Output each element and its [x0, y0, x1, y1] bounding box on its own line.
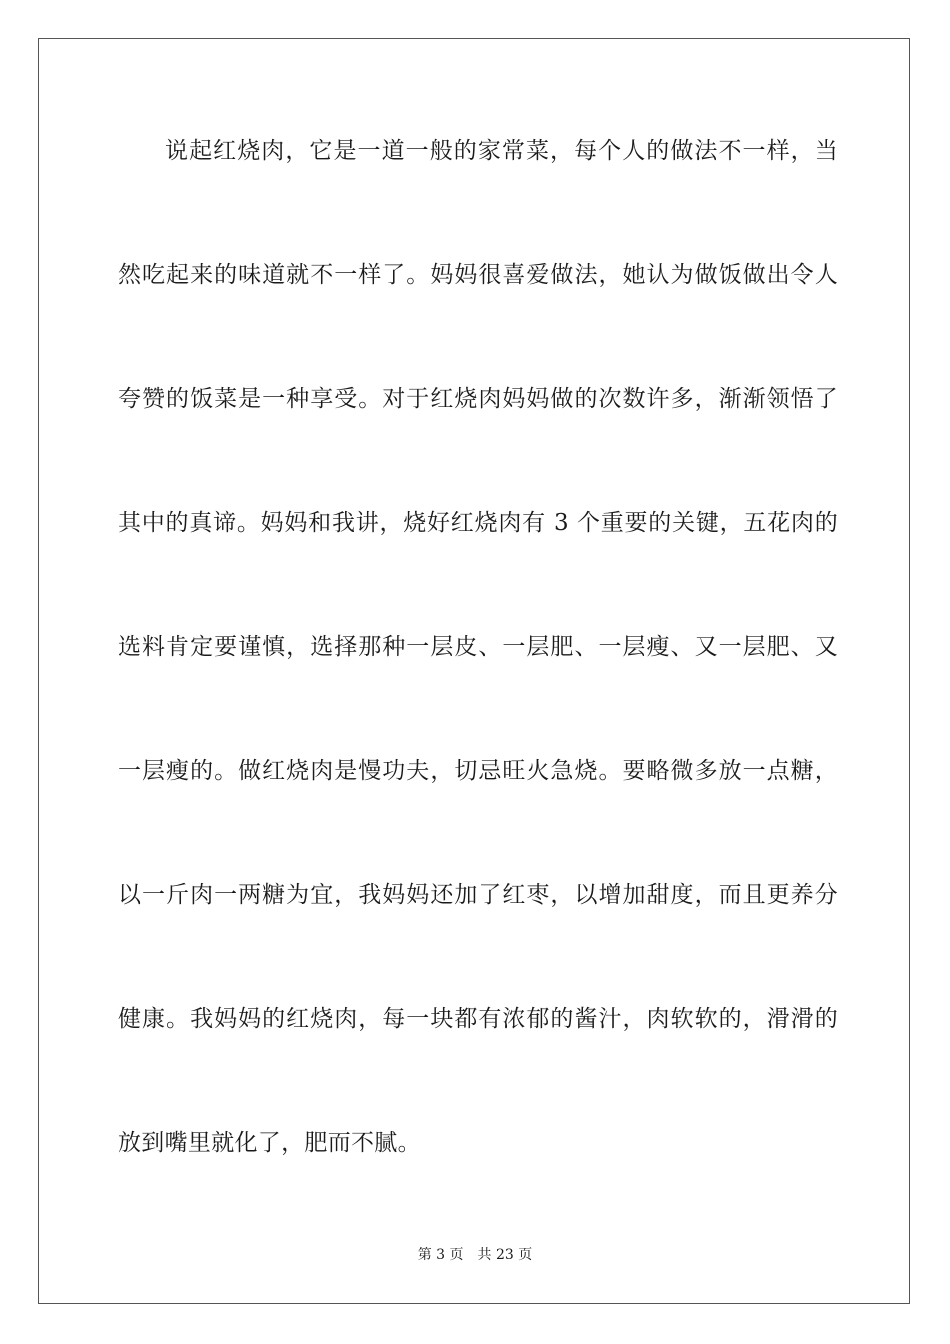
paragraph-line-9: 放到嘴里就化了，肥而不腻。 — [118, 1130, 421, 1156]
paragraph-line-6: 一层瘦的。做红烧肉是慢功夫，切忌旺火急烧。要略微多放一点糖， — [118, 758, 838, 784]
paragraph-line-8: 健康。我妈妈的红烧肉，每一块都有浓郁的酱汁，肉软软的，滑滑的 — [118, 1006, 838, 1032]
page-border — [38, 38, 910, 1304]
paragraph-line-4: 其中的真谛。妈妈和我讲，烧好红烧肉有 3 个重要的关键，五花肉的 — [118, 510, 838, 536]
total-pages: 共 23 页 — [477, 1247, 533, 1263]
paragraph-line-3: 夸赞的饭菜是一种享受。对于红烧肉妈妈做的次数许多，渐渐领悟了 — [118, 386, 838, 412]
page-number: 第 3 页 — [417, 1247, 464, 1263]
page-footer — [0, 1245, 950, 1265]
paragraph-line-5: 选料肯定要谨慎，选择那种一层皮、一层肥、一层瘦、又一层肥、又 — [118, 634, 838, 660]
paragraph-line-1: 说起红烧肉，它是一道一般的家常菜，每个人的做法不一样，当 — [165, 138, 838, 164]
paragraph-line-2: 然吃起来的味道就不一样了。妈妈很喜爱做法，她认为做饭做出令人 — [118, 262, 838, 288]
paragraph-line-7: 以一斤肉一两糖为宜，我妈妈还加了红枣，以增加甜度，而且更养分 — [118, 882, 838, 908]
